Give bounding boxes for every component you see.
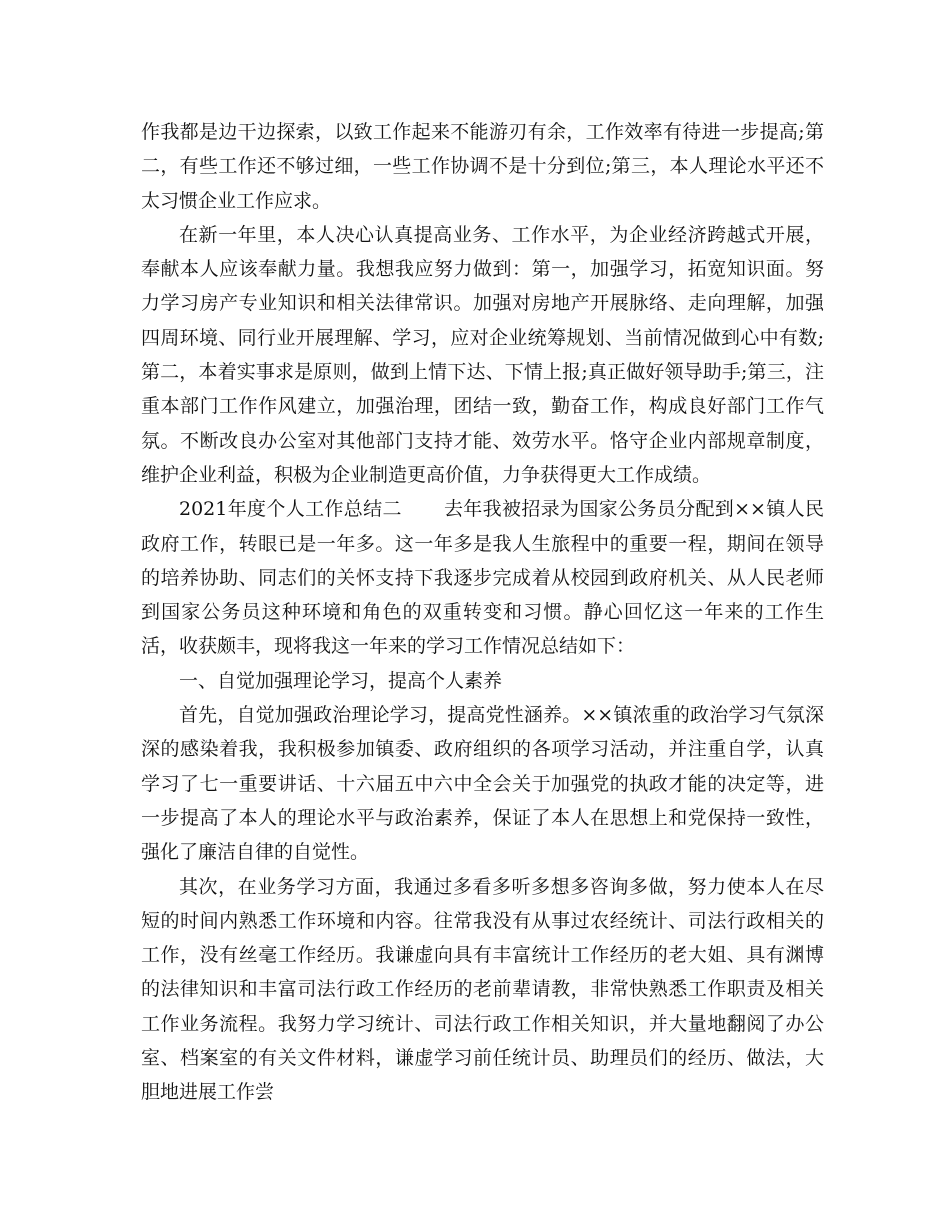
subheading-theory-study: 一、自觉加强理论学习，提高个人素养	[179, 669, 503, 692]
paragraph-business-study: 其次，在业务学习方面，我通过多看多听多想多咨询多做，努力使本人在尽短的时间内熟悉工作环境和内容。往常我没有从事过农经统计、司法行政相关的工作，没有丝毫工作经历。我谦虚向具有丰富统计工作经历的老大姐、具有渊博的法律知识和丰富司法行政工作经历的老前辈请教，非常快熟悉工作职责及相关工作业务流程。我努力学习统计、司法行政工作相关知识，并大量地翻阅了办公室、档案室的有关文件材料，谦虚学习前任统计员、助理员们的经历、做法，大胆地进展工作尝	[141, 875, 824, 1104]
paragraph-summary-two	[141, 492, 824, 663]
paragraph-new-year-plan: 在新一年里，本人决心认真提高业务、工作水平，为企业经济跨越式开展，奉献本人应该奉献力量。我想我应努力做到：第一，加强学习，拓宽知识面。努力学习房产专业知识和相关法律常识。加强对房地产开展脉络、走向理解，加强四周环境、同行业开展理解、学习，应对企业统筹规划、当前情况做到心中有数;第二，本着实事求是原则，做到上情下达、下情上报;真正做好领导助手;第三，注重本部门工作作风建立，加强治理，团结一致，勤奋工作，构成良好部门工作气氛。不断改良办公室对其他部门支持才能、效劳水平。恪守企业内部规章制度，维护企业利益，积极为企业制造更高价值，力争获得更大工作成绩。	[141, 223, 824, 486]
paragraph-summary-two-text: 去年我被招录为国家公务员分配到××镇人民政府工作，转眼已是一年多。这一年多是我人生旅程中的重要一程，期间在领导的培养协助、同志们的关怀支持下我逐步完成着从校园到政府机关、从人民老师到国家公务员这种环境和角色的双重转变和习惯。静心回忆这一年来的工作生活，收获颇丰，现将我这一年来的学习工作情况总结如下：	[141, 498, 825, 658]
paragraph-continued: 作我都是边干边探索，以致工作起来不能游刃有余，工作效率有待进一步提高;第二，有些工作还不够过细，一些工作协调不是十分到位;第三，本人理论水平还不太习惯企业工作应求。	[141, 121, 824, 212]
section-heading: 2021年度个人工作总结二	[179, 498, 402, 521]
paragraph-political-study: 首先，自觉加强政治理论学习，提高党性涵养。××镇浓重的政治学习气氛深深的感染着我，我积极参加镇委、政府组织的各项学习活动，并注重自学，认真学习了七一重要讲话、十六届五中六中全会关于加强党的执政才能的决定等，进一步提高了本人的理论水平与政治素养，保证了本人在思想上和党保持一致性，强化了廉洁自律的自觉性。	[141, 704, 824, 864]
